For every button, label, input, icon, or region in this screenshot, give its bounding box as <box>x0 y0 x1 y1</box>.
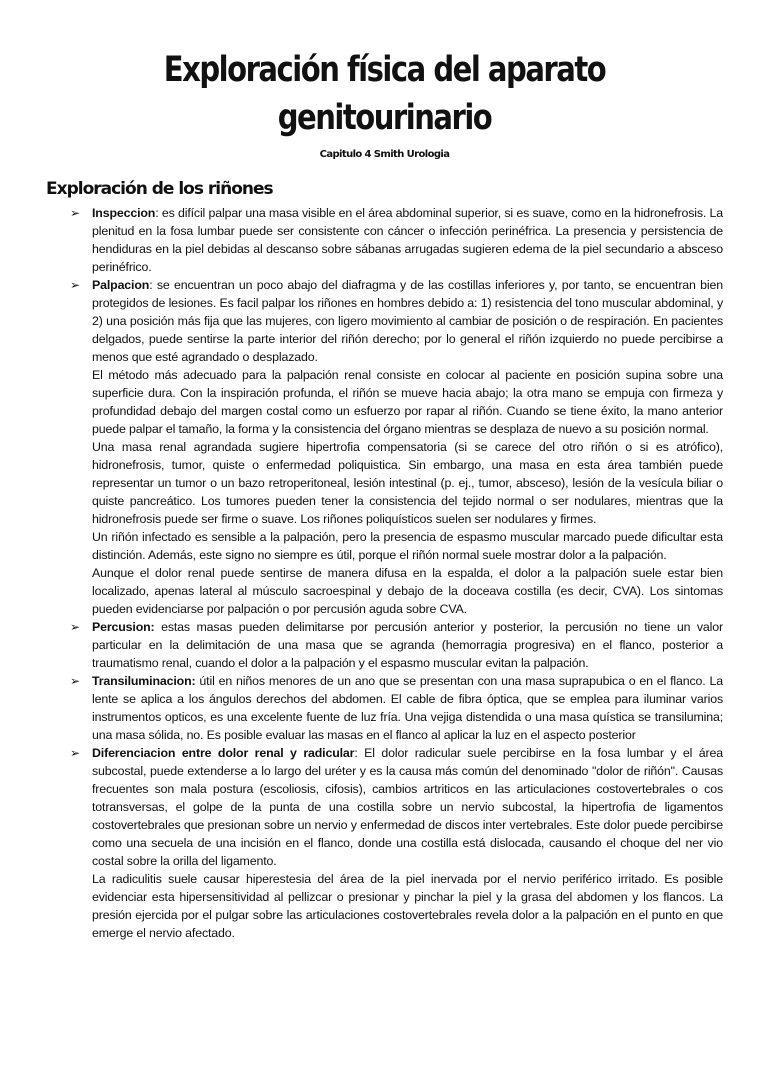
item-paragraph <box>92 672 723 744</box>
arrow-bullet-icon: ➢ <box>70 206 81 220</box>
section-heading: Exploración de los riñones <box>46 179 273 199</box>
exam-item <box>46 744 723 942</box>
document-page <box>0 46 768 1070</box>
item-term: Percusion: <box>92 620 155 634</box>
item-term: Diferenciacion entre dolor renal y radicular <box>92 746 355 760</box>
item-text: estas masas pueden delimitarse por percusión anterior y posterior, la percusión no tiene un valor particular en la delimitación de una masa que se agranda (hemorragia progresiva) en el flanco, posterior a traumatismo renal, cuando el dolor a la palpación y el espasmo muscular evitan la palpación. <box>92 620 723 670</box>
item-term: Inspeccion <box>92 206 156 220</box>
item-paragraph <box>92 618 723 672</box>
item-paragraph <box>92 204 723 276</box>
item-text: El método más adecuado para la palpación renal consiste en colocar al paciente en posición supina sobre una superficie dura. Con la inspiración profunda, el riñón se mueve hacia abajo; la otra mano se empuja con firmeza y profundidad debajo del margen costal como un esfuerzo por rapar al riñón. Cuando se tiene éxito, la mano anterior puede palpar el tamaño, la forma y la consistencia del órgano mientras se desplaza de nuevo a su posición normal. <box>92 368 723 436</box>
item-paragraph <box>92 438 723 528</box>
item-term: Palpacion <box>92 278 150 292</box>
arrow-bullet-icon: ➢ <box>70 674 81 688</box>
item-paragraph <box>92 528 723 564</box>
document-subtitle: Capitulo 4 Smith Urologia <box>319 149 450 160</box>
item-paragraph <box>92 744 723 870</box>
item-text: : es difícil palpar una masa visible en el área abdominal superior, si es suave, como en la hidronefrosis. La plenitud en la fosa lumbar puede ser consistente con cáncer o infección perinéfrica. La presencia y persistencia de hendiduras en la piel debidas al descanso sobre sábanas arrugadas sugieren edema de la piel secundario a absceso perinéfrico. <box>92 206 723 274</box>
exam-item <box>46 618 723 672</box>
exam-item <box>46 204 723 276</box>
item-paragraph <box>92 366 723 438</box>
arrow-bullet-icon: ➢ <box>70 746 81 760</box>
exam-bullet-list <box>46 204 723 942</box>
item-paragraph <box>92 870 723 942</box>
item-paragraph <box>92 564 723 618</box>
item-text: Un riñón infectado es sensible a la palpación, pero la presencia de espasmo muscular marcado puede dificultar esta distinción. Además, este signo no siempre es útil, porque el riñón normal suele mostrar dolor a la palpación. <box>92 530 723 562</box>
exam-item <box>46 672 723 744</box>
item-text: La radiculitis suele causar hiperestesia del área de la piel inervada por el nervio periférico irritado. Es posible evidenciar esta hipersensitividad al pellizcar o presionar y pinchar la piel y la grasa del abdomen y los flancos. La presión ejercida por el pulgar sobre las articulaciones costovertebrales revela dolor a la palpación en el punto en que emerge el nervio afectado. <box>92 872 723 940</box>
document-title: Exploración física del aparato genitourinario <box>163 50 606 138</box>
arrow-bullet-icon: ➢ <box>70 278 81 292</box>
arrow-bullet-icon: ➢ <box>70 620 81 634</box>
exam-item <box>46 276 723 618</box>
item-text: útil en niños menores de un ano que se presentan con una masa suprapubica o en el flanco. La lente se aplica a los ángulos derechos del abdomen. El cable de fibra óptica, que se emplea para iluminar varios instrumentos opticos, es una excelente fuente de luz fría. Una vejiga distendida o una masa quística se transilumina; una masa sólida, no. Es posible evaluar las masas en el flanco al aplicar la luz en el aspecto posterior <box>92 674 723 742</box>
item-text: : se encuentran un poco abajo del diafragma y de las costillas inferiores y, por tanto, se encuentran bien protegidos de lesiones. Es facil palpar los riñones en hombres debido a: 1) resistencia del tono muscular abdominal, y 2) una posición más fija que las mujeres, con ligero movimiento al cambiar de posición o de respiración. En pacientes delgados, puede sentirse la parte interior del riñón derecho; por lo general el riñón izquierdo no puede percibirse a menos que esté agrandado o desplazado. <box>92 278 723 364</box>
item-text: Aunque el dolor renal puede sentirse de manera difusa en la espalda, el dolor a la palpación suele estar bien localizado, apenas lateral al músculo sacroespinal y debajo de la doceava costilla (es decir, CVA). Los sintomas pueden evidenciarse por palpación o por percusión aguda sobre CVA. <box>92 566 723 616</box>
item-text: Una masa renal agrandada sugiere hipertrofia compensatoria (si se carece del otro riñón o si es atrófico), hidronefrosis, tumor, quiste o enfermedad poliquistica. Sin embargo, una masa en esta área también puede representar un tumor o un bazo retroperitoneal, lesión intestinal (p. ej., tumor, absceso), lesión de la vesícula biliar o quiste pancreático. Los tumores pueden tener la consistencia del tejido normal o ser nodulares, mientras que la hidronefrosis puede ser firme o suave. Los riñones poliquísticos suelen ser nodulares y firmes. <box>92 440 723 526</box>
item-paragraph <box>92 276 723 366</box>
item-term: Transiluminacion: <box>92 674 196 688</box>
item-text: : El dolor radicular suele percibirse en la fosa lumbar y el área subcostal, puede extenderse a lo largo del uréter y es la causa más común del denominado "dolor de riñón". Causas frecuentes son mala postura (escoliosis, cifosis), cambios artriticos en las articulaciones costovertebrales o cos totransversas, el golpe de la punta de una costilla sobre un nervio subcostal, la hipertrofia de ligamentos costovertebrales que presionan sobre un nervio y enfermedad de discos inter vertebrales. Este dolor puede percibirse como una secuela de una incisión en el flanco, donde una costilla está dislocada, causando el choque del ner vio costal sobre la orilla del ligamento. <box>92 746 723 868</box>
